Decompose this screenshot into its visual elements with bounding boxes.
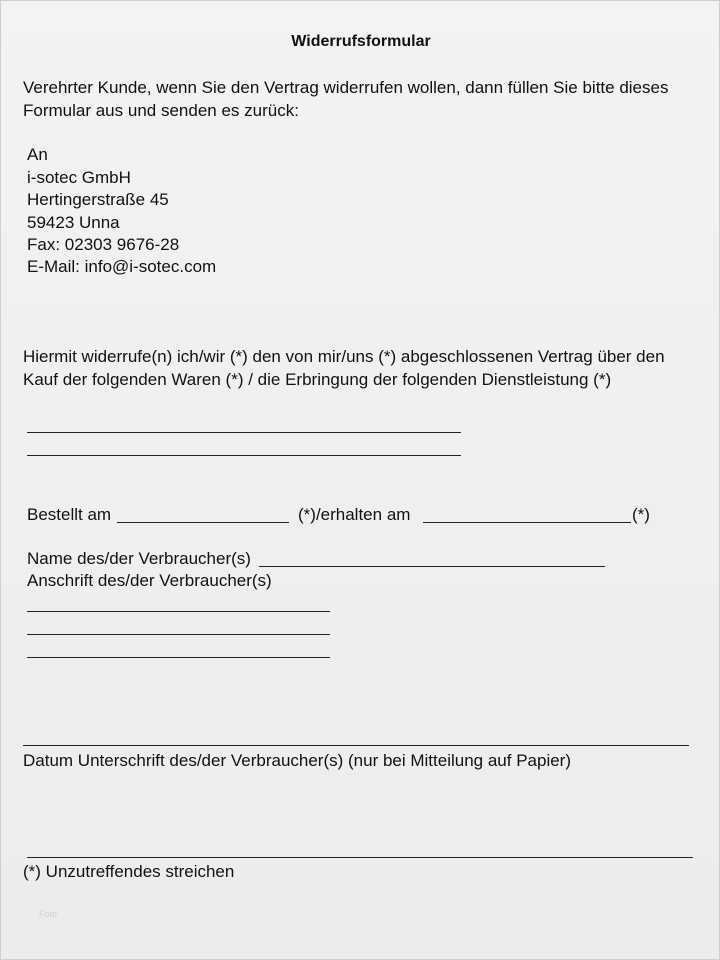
address-to: An (27, 145, 48, 164)
signature-label: Datum Unterschrift des/der Verbraucher(s) (nur bei Mitteilung auf Papier) (23, 751, 572, 770)
revocation-line-1: Hiermit widerrufe(n) ich/wir (*) den von mir/uns (*) abgeschlossenen Vertrag über den (23, 347, 665, 366)
consumer-address-label: Anschrift des/der Verbraucher(s) (27, 571, 272, 590)
ordered-date-blank[interactable] (117, 522, 289, 523)
footnote-rule (27, 857, 693, 858)
address-city: 59423 Unna (27, 213, 120, 232)
consumer-name-label: Name des/der Verbraucher(s) (27, 549, 251, 568)
signature-blank[interactable] (23, 745, 689, 746)
address-email: E-Mail: info@i-sotec.com (27, 257, 217, 276)
address-fax: Fax: 02303 9676-28 (27, 235, 180, 254)
intro-line-2: Formular aus und senden es zurück: (23, 101, 299, 120)
ordered-label: Bestellt am (27, 505, 112, 524)
consumer-address-blank-3[interactable] (27, 657, 330, 658)
goods-blank-line-2[interactable] (27, 455, 461, 456)
form-title: Widerrufsformular (291, 33, 431, 50)
consumer-address-blank-1[interactable] (27, 611, 330, 612)
watermark-label: Foto (39, 909, 58, 919)
received-note-mark: (*) (632, 505, 650, 524)
goods-blank-line-1[interactable] (27, 432, 461, 433)
address-street: Hertingerstraße 45 (27, 190, 169, 209)
received-label: (*)/erhalten am (298, 505, 411, 524)
revocation-line-2: Kauf der folgenden Waren (*) / die Erbringung der folgenden Dienstleistung (*) (23, 370, 612, 389)
footnote: (*) Unzutreffendes streichen (23, 862, 235, 881)
consumer-address-blank-2[interactable] (27, 634, 330, 635)
intro-line-1: Verehrter Kunde, wenn Sie den Vertrag widerrufen wollen, dann füllen Sie bitte dieses (23, 78, 669, 97)
address-company: i-sotec GmbH (27, 168, 131, 187)
received-date-blank[interactable] (423, 522, 631, 523)
consumer-name-blank[interactable] (259, 566, 605, 567)
